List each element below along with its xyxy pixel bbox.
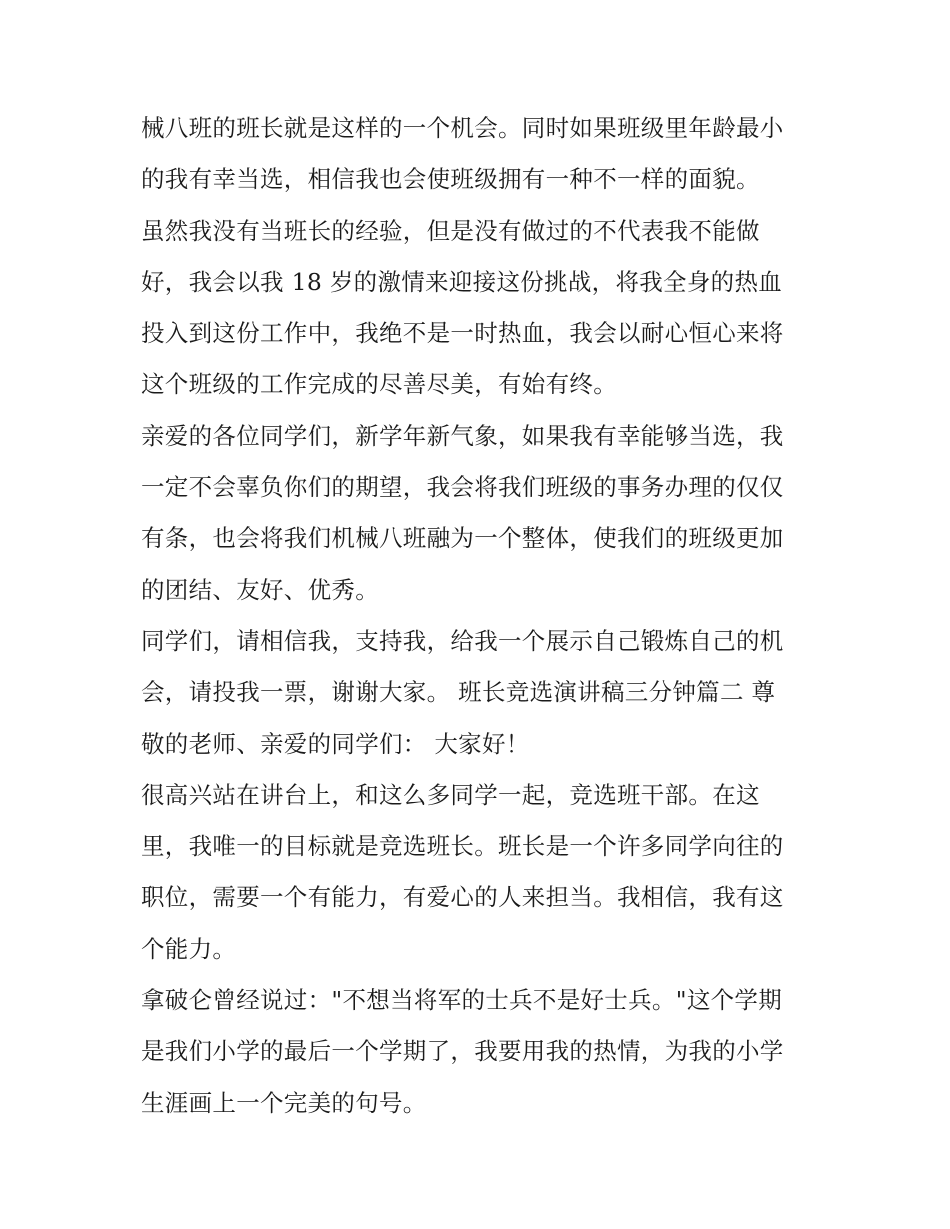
text-line: 职位，需要一个有能力，有爱心的人来担当。我相信，我有这 <box>141 883 784 912</box>
text-line: 投入到这份工作中，我绝不是一时热血，我会以耐心恒心来将 <box>141 319 784 348</box>
document-body <box>141 103 821 1129</box>
text-line: 有条，也会将我们机械八班融为一个整体，使我们的班级更加 <box>141 524 784 553</box>
text-line: 里，我唯一的目标就是竞选班长。班长是一个许多同学向往的 <box>141 832 784 861</box>
text-line: 拿破仑曾经说过："不想当将军的士兵不是好士兵。"这个学期 <box>141 986 783 1015</box>
text-line: 亲爱的各位同学们，新学年新气象，如果我有幸能够当选，我 <box>141 421 784 450</box>
text-line: 虽然我没有当班长的经验，但是没有做过的不代表我不能做 <box>141 216 760 245</box>
text-line: 是我们小学的最后一个学期了，我要用我的热情，为我的小学 <box>141 1037 784 1066</box>
text-line: 的团结、友好、优秀。 <box>141 575 379 604</box>
text-line: 个能力。 <box>141 934 237 963</box>
text-line: 会，请投我一票，谢谢大家。 班长竞选演讲稿三分钟篇二 尊 <box>141 678 776 707</box>
text-line: 一定不会辜负你们的期望，我会将我们班级的事务办理的仅仅 <box>141 473 784 502</box>
text-line: 械八班的班长就是这样的一个机会。同时如果班级里年龄最小 <box>141 114 784 142</box>
text-line: 好，我会以我 18 岁的激情来迎接这份挑战，将我全身的热血 <box>141 267 783 296</box>
text-line: 的我有幸当选，相信我也会使班级拥有一种不一样的面貌。 <box>141 165 760 194</box>
text-line: 生涯画上一个完美的句号。 <box>141 1088 427 1117</box>
text-line: 敬的老师、亲爱的同学们： 大家好！ <box>141 729 530 758</box>
text-line: 很高兴站在讲台上，和这么多同学一起，竞选班干部。在这 <box>141 780 760 809</box>
text-line: 同学们，请相信我，支持我，给我一个展示自己锻炼自己的机 <box>141 626 784 655</box>
text-line: 这个班级的工作完成的尽善尽美，有始有终。 <box>141 370 617 399</box>
